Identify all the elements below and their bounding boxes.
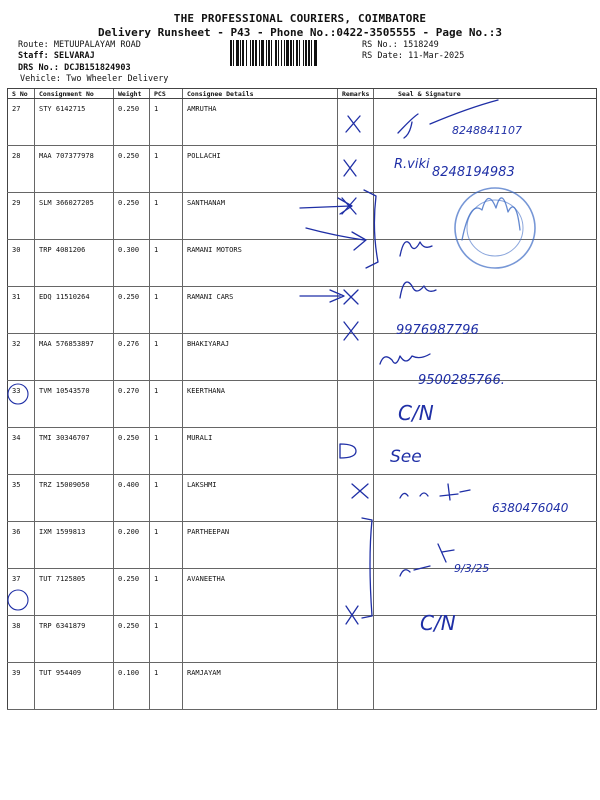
- remark-cross-mark: [344, 290, 358, 304]
- handwritten-phone: 9500285766.: [418, 373, 505, 388]
- cell-pcs: 1: [150, 569, 183, 616]
- rs-no-value: 1518249: [402, 40, 439, 50]
- cell-consignment-no: TRP 4081206: [35, 240, 114, 287]
- staff-value: SELVARAJ: [53, 51, 95, 61]
- cell-consignee: AMRUTHA: [183, 99, 338, 146]
- cell-pcs: 1: [150, 475, 183, 522]
- cell-sno: 36: [8, 522, 35, 569]
- cell-pcs: 1: [150, 193, 183, 240]
- cell-weight: 0.250: [114, 287, 150, 334]
- d-mark: [340, 444, 356, 458]
- cell-consignee: POLLACHI: [183, 146, 338, 193]
- circled-serial-mark: [8, 590, 28, 610]
- cell-pcs: 1: [150, 428, 183, 475]
- cell-consignment-no: SLM 366027205: [35, 193, 114, 240]
- cell-consignment-no: STY 6142715: [35, 99, 114, 146]
- cell-sno: 32: [8, 334, 35, 381]
- cell-sno: 30: [8, 240, 35, 287]
- cell-consignment-no: TMI 30346707: [35, 428, 114, 475]
- signature-scribble: [400, 484, 470, 500]
- cell-weight: 0.250: [114, 428, 150, 475]
- cell-weight: 0.400: [114, 475, 150, 522]
- handwritten-phone: 6380476040: [492, 501, 569, 515]
- handwritten-signature: R.viki: [394, 157, 430, 172]
- cell-consignee: LAKSHMI: [183, 475, 338, 522]
- cell-weight: 0.250: [114, 99, 150, 146]
- remark-cross-mark: [352, 484, 368, 498]
- cell-consignment-no: MAA 576853897: [35, 334, 114, 381]
- cell-consignment-no: TUT 7125805: [35, 569, 114, 616]
- staff-line: Staff: SELVARAJ: [18, 51, 95, 61]
- remark-cross-mark: [344, 322, 358, 340]
- signature-scribble: [400, 242, 432, 256]
- handwritten-phone: 8248194983: [432, 165, 515, 180]
- cell-pcs: 1: [150, 240, 183, 287]
- route-value: METUUPALAYAM ROAD: [53, 40, 141, 50]
- cell-sno: 29: [8, 193, 35, 240]
- vehicle-value: Two Wheeler Delivery: [66, 74, 169, 84]
- cell-weight: 0.250: [114, 569, 150, 616]
- col-header-sno: S No: [8, 89, 35, 99]
- cell-weight: 0.276: [114, 334, 150, 381]
- rs-date-line: RS Date: 11-Mar-2025: [362, 51, 465, 61]
- vehicle-line: Vehicle: Two Wheeler Delivery: [20, 74, 169, 84]
- arrow-mark: [300, 290, 344, 302]
- cell-sno: 37: [8, 569, 35, 616]
- col-header-seal: Seal & Signature: [374, 89, 597, 99]
- col-header-pcs: PCS: [150, 89, 183, 99]
- runsheet-subtitle: Delivery Runsheet - P43 - Phone No.:0422-3505555 - Page No.:3: [98, 26, 502, 39]
- cell-pcs: 1: [150, 146, 183, 193]
- bracket-mark: [364, 190, 378, 268]
- cell-weight: 0.250: [114, 193, 150, 240]
- cell-consignee: PARTHEEPAN: [183, 522, 338, 569]
- cell-weight: 0.250: [114, 616, 150, 663]
- cell-consignee: RAMANI CARS: [183, 287, 338, 334]
- cell-pcs: 1: [150, 334, 183, 381]
- handwritten-note: C/N: [420, 611, 456, 635]
- col-header-remarks: Remarks: [338, 89, 374, 99]
- col-header-consignment: Consignment No: [35, 89, 114, 99]
- company-title: THE PROFESSIONAL COURIERS, COIMBATORE: [173, 12, 427, 25]
- cell-pcs: 1: [150, 287, 183, 334]
- cell-sno: 28: [8, 146, 35, 193]
- cell-consignment-no: TUT 954409: [35, 663, 114, 710]
- drs-line: DRS No.: DCJB151824903: [18, 63, 131, 73]
- cell-consignee: MURALI: [183, 428, 338, 475]
- cell-weight: 0.100: [114, 663, 150, 710]
- cell-weight: 0.300: [114, 240, 150, 287]
- cell-consignment-no: IXM 1599813: [35, 522, 114, 569]
- cell-pcs: 1: [150, 381, 183, 428]
- handwritten-date: 9/3/25: [454, 562, 490, 575]
- arrow-mark: [306, 228, 366, 250]
- cell-pcs: 1: [150, 663, 183, 710]
- rs-date-value: 11-Mar-2025: [408, 51, 465, 61]
- cell-weight: 0.270: [114, 381, 150, 428]
- cell-weight: 0.200: [114, 522, 150, 569]
- cell-pcs: 1: [150, 616, 183, 663]
- col-header-consignee: Consignee Details: [183, 89, 338, 99]
- signature-scribble: [380, 354, 430, 364]
- cell-sno: 33: [8, 381, 35, 428]
- cell-sno: 39: [8, 663, 35, 710]
- cell-sno: 34: [8, 428, 35, 475]
- rs-no-line: RS No.: 1518249: [362, 40, 439, 50]
- handwritten-note: C/N: [398, 401, 434, 425]
- signature-scribble: [400, 544, 454, 576]
- cell-consignment-no: MAA 707377978: [35, 146, 114, 193]
- cell-consignment-no: EDQ 11510264: [35, 287, 114, 334]
- col-header-weight: Weight: [114, 89, 150, 99]
- cell-consignee: RAMJAYAM: [183, 663, 338, 710]
- bracket-mark: [362, 518, 372, 618]
- cell-sno: 27: [8, 99, 35, 146]
- cell-pcs: 1: [150, 522, 183, 569]
- route-line: Route: METUUPALAYAM ROAD: [18, 40, 141, 50]
- cell-consignee: BHAKIYARAJ: [183, 334, 338, 381]
- cell-consignment-no: TVM 10543570: [35, 381, 114, 428]
- cell-weight: 0.250: [114, 146, 150, 193]
- remark-cross-mark: [344, 160, 356, 176]
- cell-pcs: 1: [150, 99, 183, 146]
- cell-consignee: SANTHANAM: [183, 193, 338, 240]
- cell-consignment-no: TRP 6341879: [35, 616, 114, 663]
- cell-sno: 31: [8, 287, 35, 334]
- cell-consignee: AVANEETHA: [183, 569, 338, 616]
- circled-serial-mark: [8, 384, 28, 404]
- drs-value: DCJB151824903: [64, 63, 131, 73]
- handwritten-phone: 9976987796: [396, 323, 479, 338]
- cell-sno: 38: [8, 616, 35, 663]
- signature-scribble: [400, 282, 436, 298]
- cell-consignee: KEERTHANA: [183, 381, 338, 428]
- remark-cross-mark: [346, 606, 358, 624]
- handwritten-note: See: [390, 447, 422, 467]
- cell-consignee: RAMANI MOTORS: [183, 240, 338, 287]
- handwritten-phone: 8248841107: [452, 124, 522, 137]
- remark-cross-mark: [346, 116, 360, 132]
- cell-sno: 35: [8, 475, 35, 522]
- cell-consignment-no: TRZ 15009050: [35, 475, 114, 522]
